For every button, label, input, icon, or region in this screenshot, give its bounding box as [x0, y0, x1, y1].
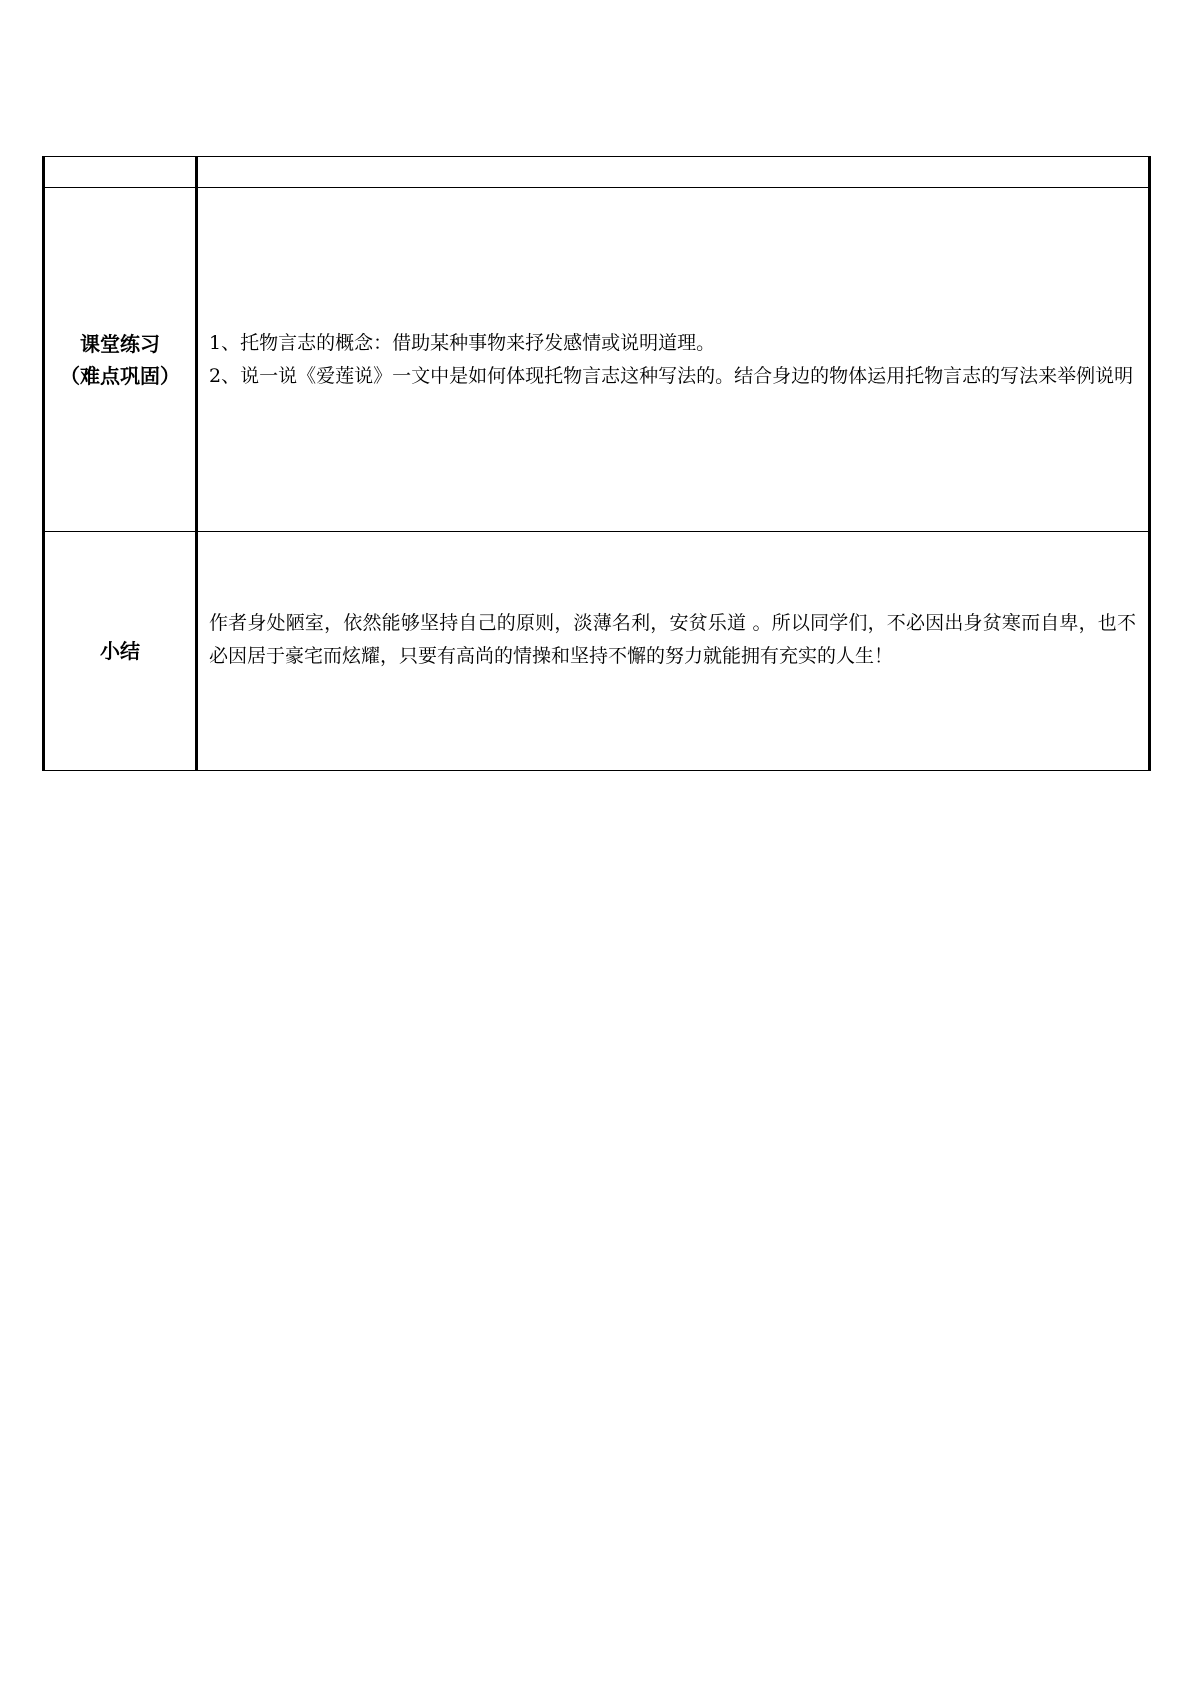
label-cell-classroom-practice	[44, 188, 197, 532]
summary-label: 小结	[100, 639, 140, 663]
practice-item-2: 2、说一说《爱莲说》一文中是如何体现托物言志这种写法的。结合身边的物体运用托物言志的写法来举例说明	[209, 364, 1134, 387]
label-cell-summary	[44, 532, 197, 771]
table-row-blank	[44, 157, 1150, 188]
summary-paragraph: 作者身处陋室，依然能够坚持自己的原则，淡薄名利，安贫乐道 。所以同学们，不必因出身贫寒而自卑，也不必因居于豪宅而炫耀，只要有高尚的情操和坚持不懈的努力就能拥有充实的人生！	[209, 612, 1136, 667]
practice-item-1: 1、托物言志的概念：借助某种事物来抒发感情或说明道理。	[209, 331, 716, 354]
summary-content	[209, 607, 1136, 695]
content-cell-classroom-practice	[197, 188, 1150, 532]
table-row-summary	[44, 532, 1150, 771]
lesson-plan-table	[42, 156, 1151, 771]
content-cell-summary	[197, 532, 1150, 771]
practice-label-title: 课堂练习	[80, 331, 160, 356]
table-row-classroom-practice	[44, 188, 1150, 532]
content-cell-blank	[197, 157, 1150, 188]
practice-label-subtitle: （难点巩固）	[60, 363, 180, 388]
label-cell-blank	[44, 157, 197, 188]
practice-content	[209, 327, 1136, 393]
